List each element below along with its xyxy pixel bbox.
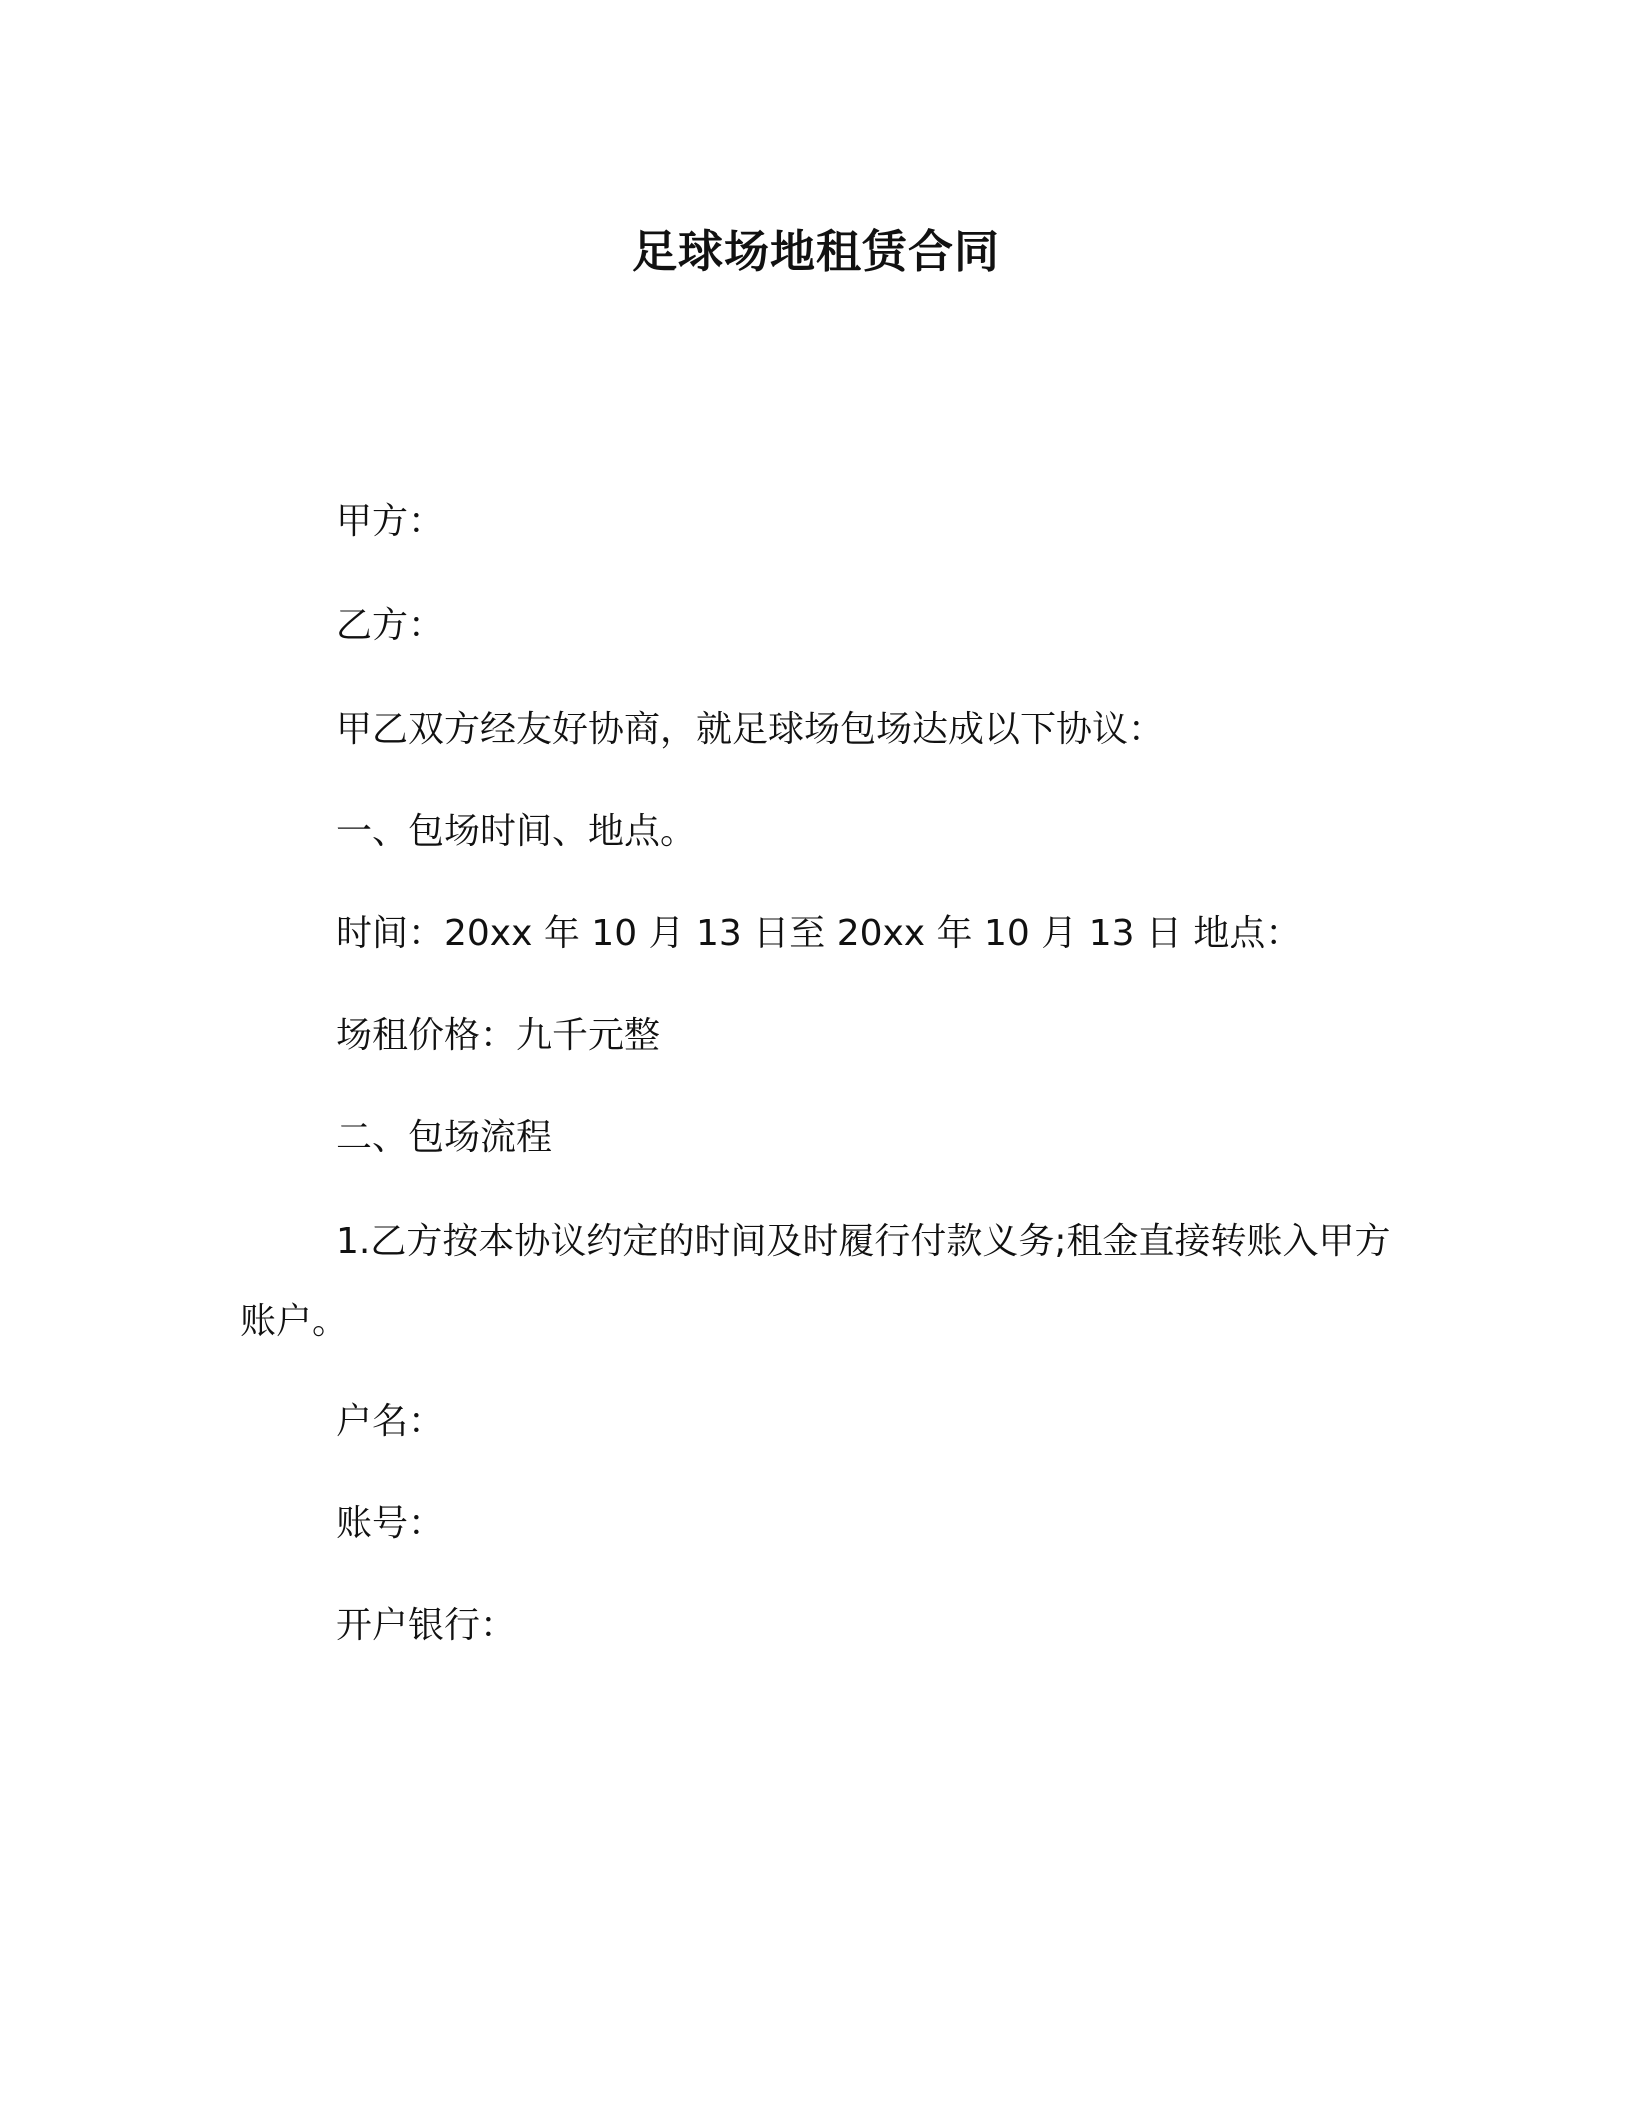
bank-line: 开户银行： [336,1605,517,1646]
clause-1-paragraph: 1.乙方按本协议约定的时间及时履行付款义务;租金直接转账入甲方账户。 [240,1221,1391,1342]
intro-line: 甲乙双方经友好协商，就足球场包场达成以下协议： [336,709,1165,750]
party-a-line: 甲方： [336,501,445,542]
price-line: 场租价格：九千元整 [336,1015,661,1056]
party-b-line: 乙方： [336,605,445,646]
time-location-line: 时间：20xx 年 10 月 13 日至 20xx 年 10 月 13 日 地点： [336,913,1302,954]
section1-heading: 一、包场时间、地点。 [336,811,697,852]
section2-heading: 二、包场流程 [336,1117,553,1158]
account-number-line: 账号： [336,1503,445,1544]
account-name-line: 户名： [336,1401,445,1442]
document-title: 足球场地租赁合同 [631,225,1000,278]
